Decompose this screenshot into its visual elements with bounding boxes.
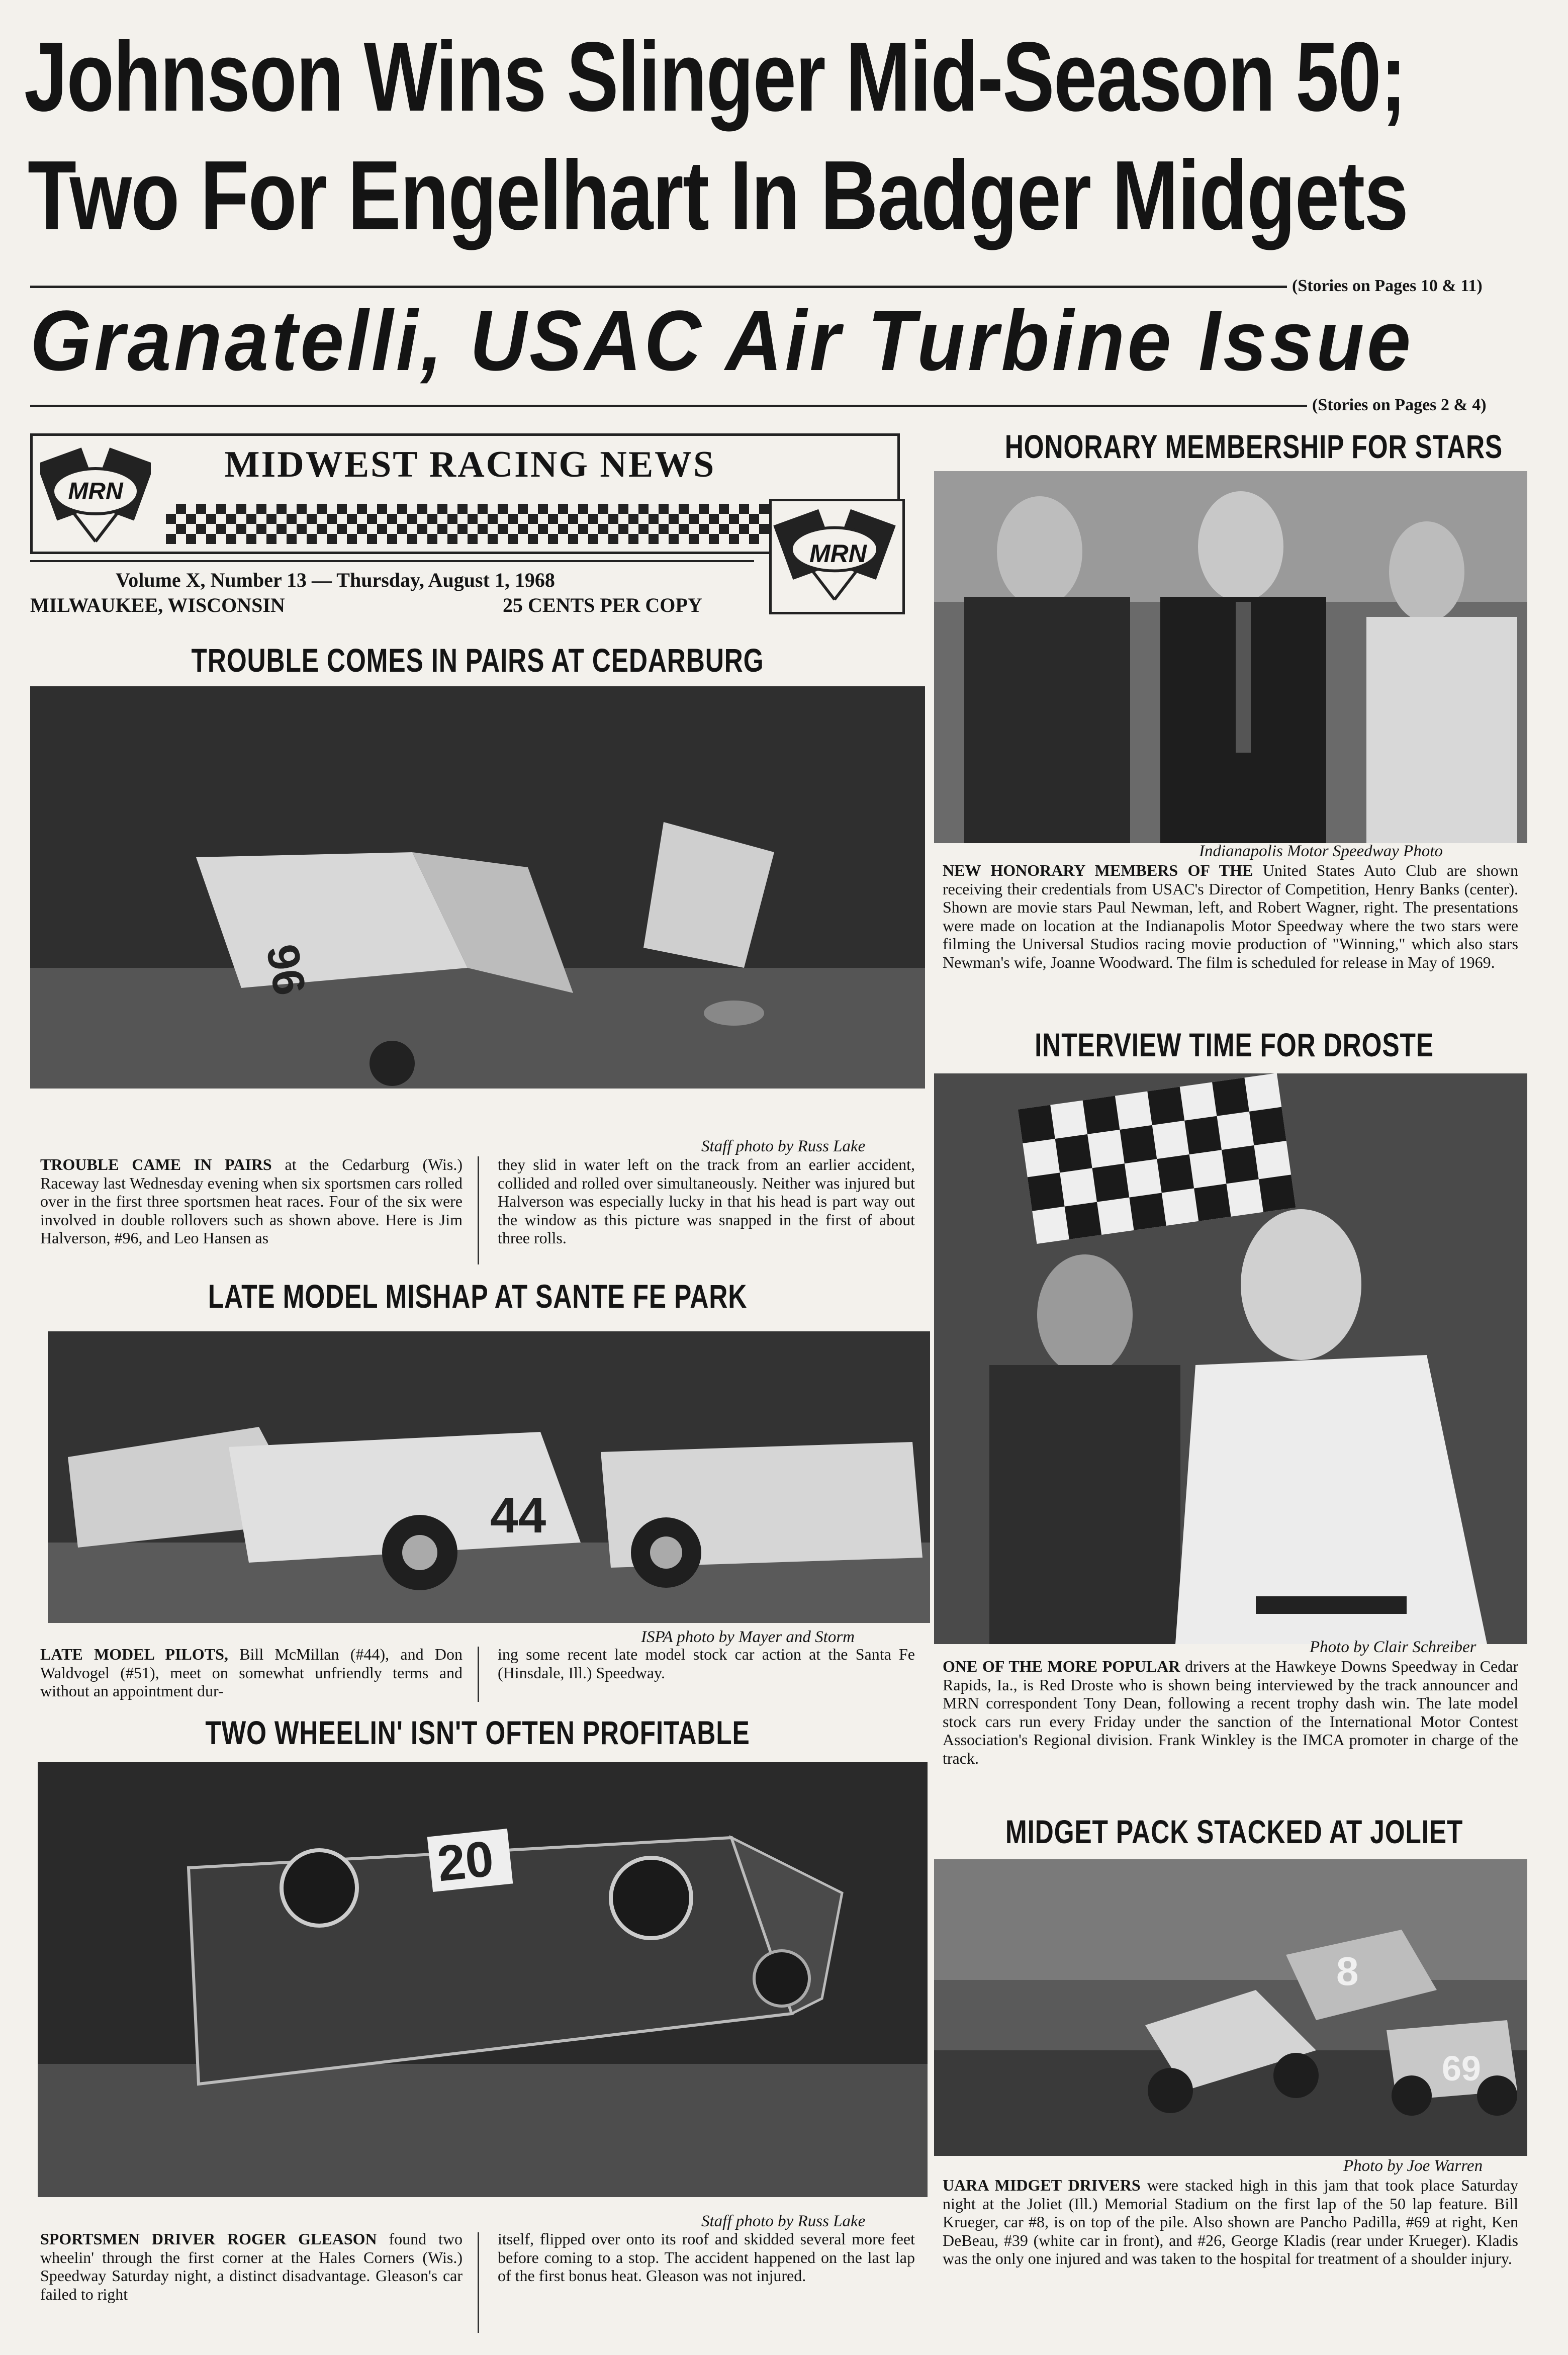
santafe-photo	[48, 1331, 930, 1623]
twowheel-title: TWO WHEELIN' ISN'T OFTEN PROFITABLE	[205, 1714, 750, 1751]
cedarburg-photo	[30, 686, 925, 1089]
car-number-96: 96	[256, 941, 315, 1000]
cedarburg-caption-col2: they slid in water left on the track from an earlier accident, collided and rolled over simultaneously. Neither was injured but Halverson was especially lucky in that his head is part way out the window as this picture was snapped in the first of about three rolls.	[498, 1155, 915, 1247]
stories-ref-2: (Stories on Pages 2 & 4)	[1312, 396, 1487, 414]
twowheel-photo	[38, 1762, 928, 2197]
cedarburg-title: TROUBLE COMES IN PAIRS AT CEDARBURG	[191, 642, 764, 679]
droste-credit: Photo by Clair Schreiber	[1310, 1638, 1477, 1656]
santafe-caption-col2: ing some recent late model stock car action at the Santa Fe (Hinsdale, Ill.) Speedway.	[498, 1645, 915, 1682]
honorary-photo	[934, 471, 1527, 843]
masthead-location: MILWAUKEE, WISCONSIN	[30, 594, 285, 616]
car-number-8: 8	[1336, 1949, 1359, 1994]
cedarburg-credit: Staff photo by Russ Lake	[701, 1137, 866, 1155]
joliet-photo	[934, 1859, 1527, 2156]
twowheel-divider	[478, 2232, 479, 2333]
santafe-divider	[478, 1647, 479, 1702]
masthead-volume: Volume X, Number 13 — Thursday, August 1, 1968	[116, 569, 555, 591]
car-number-69: 69	[1442, 2049, 1481, 2088]
masthead-logo-left	[40, 443, 151, 544]
honorary-credit: Indianapolis Motor Speedway Photo	[1199, 842, 1443, 860]
masthead-title: MIDWEST RACING NEWS	[224, 444, 716, 485]
headline-line-3: Granatelli, USAC Air Turbine Issue	[30, 293, 1414, 389]
santafe-caption-col1: LATE MODEL PILOTS, Bill McMillan (#44), and Don Waldvogel (#51), meet on somewhat unfriendly terms and without an appointment dur-	[40, 1645, 463, 1700]
santafe-title: LATE MODEL MISHAP AT SANTE FE PARK	[208, 1278, 748, 1315]
car-number-20: 20	[434, 1830, 496, 1892]
droste-title: INTERVIEW TIME FOR DROSTE	[1035, 1026, 1434, 1063]
masthead-logo-text-2: MRN	[809, 539, 867, 568]
cedarburg-caption-col1: TROUBLE CAME IN PAIRS at the Cedarburg (Wis.) Raceway last Wednesday evening when six sportsmen cars rolled over in the first three sportsmen heat races. Four of the six were involved in double rollovers such as shown above. Here is Jim Halverson, #96, and Leo Hansen as	[40, 1155, 463, 1247]
masthead-logo-text: MRN	[68, 478, 123, 505]
cedarburg-divider	[478, 1156, 479, 1264]
masthead	[30, 433, 915, 619]
santafe-credit: ISPA photo by Mayer and Storm	[641, 1628, 855, 1646]
car-number-44: 44	[490, 1487, 546, 1544]
twowheel-caption-col1: SPORTSMEN DRIVER ROGER GLEASON found two wheelin' through the first corner at the Hales Corners (Wis.) Speedway Saturday night, a distinct disadvantage. Gleason's car failed to right	[40, 2230, 463, 2303]
twowheel-credit: Staff photo by Russ Lake	[701, 2212, 866, 2230]
joliet-title: MIDGET PACK STACKED AT JOLIET	[1005, 1813, 1463, 1850]
headline-line-2: Two For Engelhart In Badger Midgets	[28, 140, 1408, 250]
honorary-caption: NEW HONORARY MEMBERS OF THE United States Auto Club are shown receiving their credentials from USAC's Director of Competition, Henry Banks (center). Shown are movie stars Paul Newman, left, and Robert Wagner, right. The presentations were made on location at the Indianapolis Motor Speedway where the two stars were filming the Universal Studios racing movie production of "Winning," which also stars Newman's wife, Joanne Woodward. The film is scheduled for release in May of 1969.	[943, 861, 1518, 971]
masthead-price: 25 CENTS PER COPY	[503, 594, 702, 616]
droste-photo	[934, 1073, 1527, 1644]
headline-line-1: Johnson Wins Slinger Mid-Season 50;	[24, 22, 1406, 132]
headline-rule-1	[30, 286, 1287, 288]
droste-caption: ONE OF THE MORE POPULAR drivers at the Hawkeye Downs Speedway in Cedar Rapids, Ia., is Red Droste who is shown being interviewed by the track announcer and MRN correspondent Tony Dean, following a recent trophy dash win. The late model stock cars run every Friday under the sanction of the International Motor Contest Association's Regional division. Frank Winkley is the IMCA promoter in charge of the track.	[943, 1657, 1519, 1767]
honorary-title: HONORARY MEMBERSHIP FOR STARS	[1004, 428, 1503, 465]
checker-strip	[166, 504, 784, 544]
twowheel-caption-col2: itself, flipped over onto its roof and skidded several more feet before coming to a stop. The accident happened on the last lap of the first bonus heat. Gleason was not injured.	[498, 2230, 915, 2285]
headline-rule-2	[30, 405, 1307, 407]
joliet-caption: UARA MIDGET DRIVERS were stacked high in this jam that took place Saturday night at the Joliet (Ill.) Memorial Stadium on the first lap of the 50 lap feature. Bill Krueger, car #8, is on top of the pile. Also shown are Pancho Padilla, #69 at right, Ken DeBeau, #39 (white car in front), and #26, George Kladis (rear under Krueger). Kladis was the only one injured and was taken to the hospital for treatment of a shoulder injury.	[943, 2176, 1519, 2268]
masthead-logo-right	[769, 499, 905, 614]
joliet-credit: Photo by Joe Warren	[1343, 2157, 1483, 2175]
masthead-rule	[30, 560, 754, 562]
stories-ref-1: (Stories on Pages 10 & 11)	[1292, 277, 1483, 295]
